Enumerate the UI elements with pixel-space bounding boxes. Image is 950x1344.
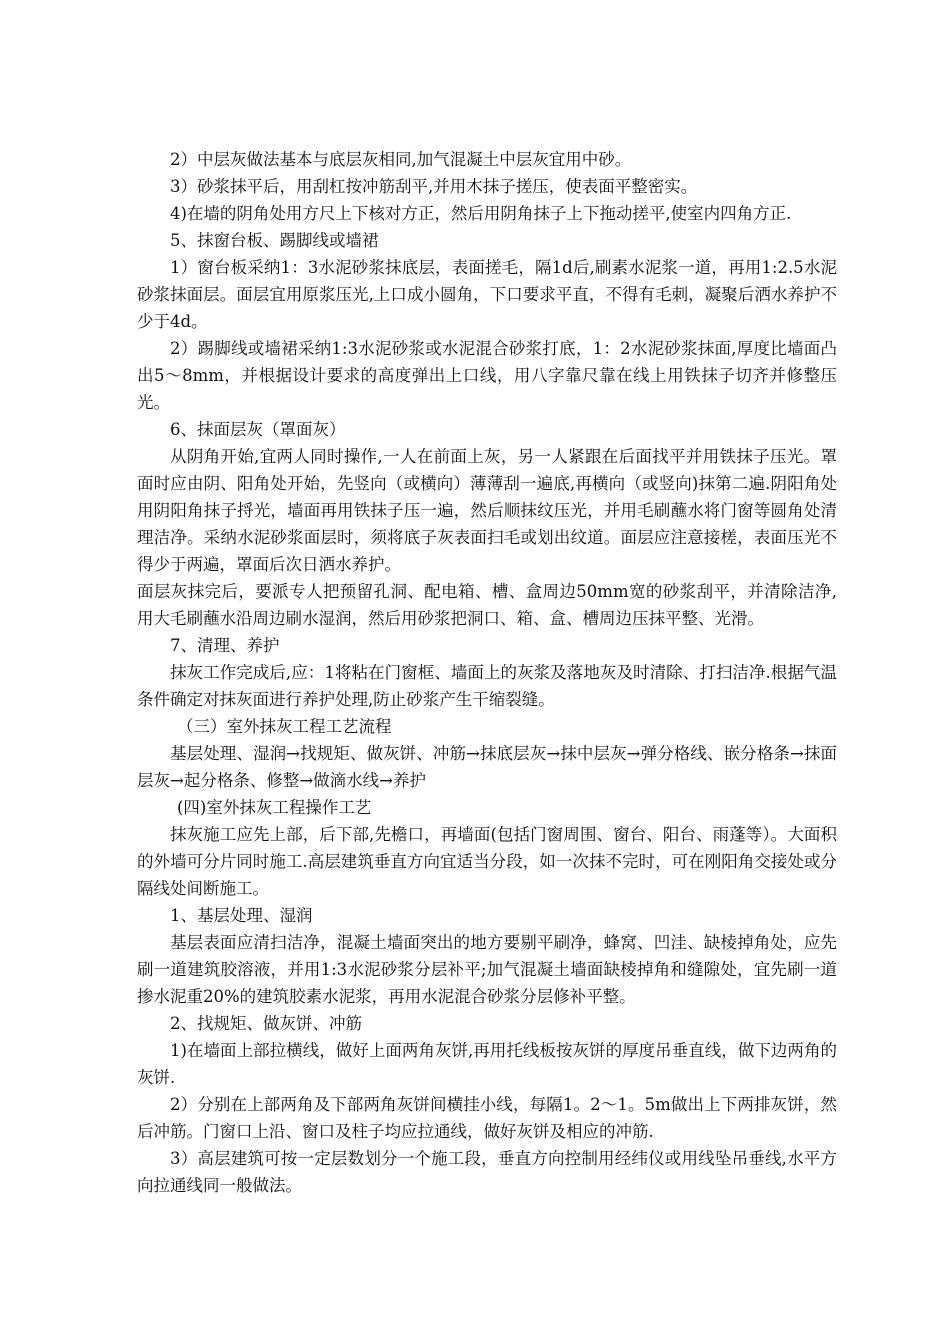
chapter-heading: (四)室外抹灰工程操作工艺: [177, 798, 372, 817]
paragraph: 基层表面应清扫洁净，混凝土墙面突出的地方要剔平刷净，蜂窝、凹洼、缺棱掉角处，应先刷一道建筑胶溶液，并用1:3水泥砂浆分层补平;加气混凝土墙面缺棱掉角和缝隙处，宜先刷一道掺水泥重20%的建筑胶素水泥浆，再用水泥混合砂浆分层修补平整。: [137, 933, 837, 1006]
paragraph: 面层灰抹完后，要派专人把预留孔洞、配电箱、槽、盒周边50mm宽的砂浆刮平，并清除洁净,用大毛刷蘸水沿周边刷水湿润，然后用砂浆把洞口、箱、盒、槽周边压抹平整、光滑。: [137, 582, 837, 628]
paragraph: 2）踢脚线或墙裙采纳1:3水泥砂浆或水泥混合砂浆打底，1：2水泥砂浆抹面,厚度比墙面凸出5～8mm，并根据设计要求的高度弹出上口线，用八字靠尺靠在线上用铁抹子切齐并修整压光。: [137, 339, 837, 412]
section-heading: 6、抹面层灰（罩面灰）: [170, 420, 346, 439]
paragraph: 2）分别在上部两角及下部两角灰饼间横挂小线，每隔1。2～1。5m做出上下两排灰饼，然后冲筋。门窗口上沿、窗口及柱子均应拉通线，做好灰饼及相应的冲筋.: [137, 1095, 837, 1141]
paragraph: 抹灰工作完成后,应：1将粘在门窗框、墙面上的灰浆及落地灰及时清除、打扫洁净.根据气温条件确定对抹灰面进行养护处理,防止砂浆产生干缩裂缝。: [137, 663, 837, 709]
paragraph: 1)在墙面上部拉横线，做好上面两角灰饼,再用托线板按灰饼的厚度吊垂直线，做下边两角的灰饼.: [137, 1041, 837, 1087]
chapter-heading: （三）室外抹灰工程工艺流程: [177, 717, 392, 736]
paragraph: 3）砂浆抹平后，用刮杠按冲筋刮平,并用木抹子搓压，使表面平整密实。: [170, 177, 698, 196]
section-heading: 5、抹窗台板、踢脚线或墙裙: [170, 231, 379, 250]
paragraph: 基层处理、湿润→找规矩、做灰饼、冲筋→抹底层灰→抹中层灰→弹分格线、嵌分格条→抹面层灰→起分格条、修整→做滴水线→养护: [137, 744, 837, 790]
section-heading: 2、找规矩、做灰饼、冲筋: [170, 1014, 362, 1033]
section-heading: 1、基层处理、湿润: [170, 906, 313, 925]
paragraph: 抹灰施工应先上部，后下部,先檐口，再墙面(包括门窗周围、窗台、阳台、雨蓬等）。大面积的外墙可分片同时施工.高层建筑垂直方向宜适当分段，如一次抹不完时，可在刚阳角交接处或分隔线处间断施工。: [137, 825, 837, 898]
section-heading: 7、清理、养护: [170, 636, 280, 655]
paragraph: 3）高层建筑可按一定层数划分一个施工段，垂直方向控制用经纬仪或用线坠吊垂线,水平方向拉通线同一般做法。: [137, 1149, 837, 1195]
paragraph: 2）中层灰做法基本与底层灰相同,加气混凝土中层灰宜用中砂。: [170, 150, 632, 169]
document-body: [137, 146, 837, 1199]
paragraph: 1）窗台板采纳1：3水泥砂浆抹底层，表面搓毛，隔1d后,刷素水泥浆一道，再用1:2.5水泥砂浆抹面层。面层宜用原浆压光,上口成小圆角，下口要求平直，不得有毛刺，凝聚后洒水养护不少于4d。: [137, 258, 837, 331]
paragraph: 从阴角开始,宜两人同时操作,一人在前面上灰，另一人紧跟在后面找平并用铁抹子压光。罩面时应由阴、阳角处开始，先竖向（或横向）薄薄刮一遍底,再横向（或竖向)抹第二遍.阴阳角处用阴阳角抹子捋光，墙面再用铁抹子压一遍，然后顺抹纹压光，并用毛刷蘸水将门窗等圆角处清理洁净。采纳水泥砂浆面层时，须将底子灰表面扫毛或划出纹道。面层应注意接槎，表面压光不得少于两遍，罩面后次日洒水养护。: [137, 447, 837, 574]
paragraph: 4)在墙的阴角处用方尺上下核对方正，然后用阴角抹子上下拖动搓平,使室内四角方正.: [170, 204, 792, 223]
